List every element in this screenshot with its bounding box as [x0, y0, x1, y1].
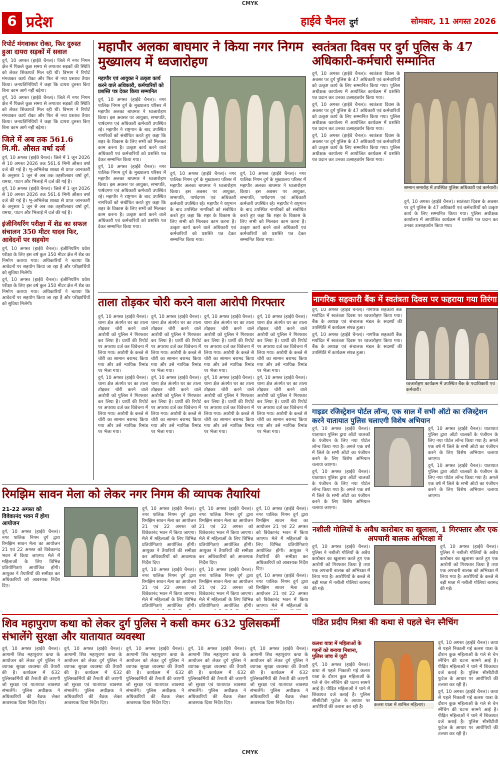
story-mayor-flag-hoisting: [98, 40, 308, 288]
article-body: दुर्ग, 10 अगस्त (हाईवे चैनल)। कथा से पहले निकाली गई कलश यात्रा के दौरान कुछ महिलाओं के गले से चेन स्नैचिंग की घटना सामने आई है। पीड़ित महिलाओं ने थाने में शिकायत दर्ज कराई है। पुलिस सीसीटीवी फुटेज के आधार पर आरोपियों की तलाश कर रही है।: [312, 662, 370, 710]
article-body: दुर्ग, 10 अगस्त (हाईवे चैनल)। पुलिस ने नशीली गोलियों के अवैध कारोबार का खुलासा करते हुए एक आरोपी को गिरफ्तार किया है तथा एक अपचारी बालक को अभिरक्षा में लिया गया है। आरोपियों के कब्जे से बड़ी मात्रा में नशीली गोलियां बरामद की गईं।: [440, 545, 498, 592]
article-body: दुर्ग, 10 अगस्त (हाईवे चैनल)। इंजीनियरिंग प्रवेश परीक्षा के लिए इस वर्ष कुल 350 मीटर क्षेत्र में शेड का निर्माण कराया गया। अधिकारियों ने बताया कि आवेदनों पर सहयोग किया जा रहा है और परीक्षार्थियों को सुविधा मिलेगी। दुर्ग, 10 अगस्त (हाईवे चैनल)। इंजीनियरिंग प्रवेश परीक्षा के लिए इस वर्ष कुल 350 मीटर क्षेत्र में शेड का निर्माण कराया गया। अधिकारियों ने बताया कि आवेदनों पर सहयोग किया जा रहा है और परीक्षार्थियों को सुविधा मिलेगी।: [2, 247, 90, 307]
article-body: दुर्ग, 10 अगस्त (हाईवे चैनल)। आगामी शिव महापुराण कथा के आयोजन को लेकर दुर्ग पुलिस ने व्यापक सुरक्षा व्यवस्था की तैयारी की है। कार्यक्रम में 632 पुलिसकर्मियों की तैनाती की जाएगी जो सुरक्षा एवं यातायात व्यवस्था संभालेंगे। पुलिस अधीक्षक ने अधिकारियों की बैठक लेकर आवश्यक दिशा निर्देश दिए।: [126, 647, 184, 706]
headline: रिपोर्ट मंगवाकर रोका, फिर दुरुस्त हुआ दायरा सड़कों में सवाल: [2, 40, 81, 56]
headline: नागरिक सहकारी बैंक में स्वतंत्रता दिवस पर फहराया गया तिरंगा: [313, 294, 497, 304]
headline: इंजीनियरिंग परीक्षा में शेड का सफल संचालन 350 मीटर यादव फिर, आवेदनों पर सहयोग: [2, 220, 87, 244]
story-road-report: [2, 40, 94, 480]
article-body: दुर्ग, 10 अगस्त (हाईवे चैनल)। नगर पालिक निगम दुर्ग द्वारा रिमझिम सावन मेला का आयोजन 21 एवं 22 अगस्त को विवेकानंद भवन में किया जाएगा। मेले में महिलाओं के लिए विभिन्न प्रतियोगिताएं आयोजित होंगी। आयुक्त ने तैयारियों की समीक्षा कर अधिकारियों को आवश्यक निर्देश दिए। दुर्ग, 10 अगस्त (हाईवे चैनल)। नगर पालिक निगम दुर्ग द्वारा रिमझिम सावन मेला का आयोजन 21 एवं 22 अगस्त को विवेकानंद भवन में किया जाएगा। मेले में महिलाओं के: [256, 507, 308, 609]
article-body: दुर्ग, 10 अगस्त (हाईवे चैनल)। नगर पालिक निगम दुर्ग द्वारा रिमझिम सावन मेला का आयोजन 21 एवं 22 अगस्त को विवेकानंद भवन में किया जाएगा। मेले में महिलाओं के लिए विभिन्न प्रतियोगिताएं आयोजित होंगी। आयुक्त ने तैयारियों की समीक्षा कर अधिकारियों को आवश्यक निर्देश दिए। दुर्ग, 10 अगस्त (हाईवे चैनल)। नगर पालिक निगम दुर्ग द्वारा रिमझिम सावन मेला का आयोजन 21 एवं 22 अगस्त को विवेकानंद भवन में किया जाएगा। मेले में महिलाओं के लिए विभिन्न प्रतियोगिताएं आयोजित होंगी।: [199, 507, 253, 609]
article-body: दुर्ग, 10 अगस्त (हाईवे चैनल)। आगामी शिव महापुराण कथा के आयोजन को लेकर दुर्ग पुलिस ने व्यापक सुरक्षा व्यवस्था की तैयारी की है। कार्यक्रम में 632 पुलिसकर्मियों की तैनाती की जाएगी जो सुरक्षा एवं यातायात व्यवस्था संभालेंगे। पुलिस अधीक्षक ने अधिकारियों की बैठक लेकर आवश्यक दिशा निर्देश दिए।: [64, 647, 122, 706]
newspaper-brand: [301, 14, 358, 29]
article-body: दुर्ग, 10 अगस्त (हाईवे चैनल)। नगर पालिक निगम दुर्ग द्वारा रिमझिम सावन मेला का आयोजन 21 एवं 22 अगस्त को विवेकानंद भवन में किया जाएगा। मेले में महिलाओं के लिए विभिन्न प्रतियोगिताएं आयोजित होंगी। आयुक्त ने तैयारियों की समीक्षा कर अधिकारियों को आवश्यक निर्देश दिए। दुर्ग, 10 अगस्त (हाईवे चैनल)। नगर पालिक निगम दुर्ग द्वारा रिमझिम सावन मेला का आयोजन 21 एवं 22 अगस्त को विवेकानंद भवन में किया जाएगा। मेले में महिलाओं के लिए विभिन्न प्रतियोगिताएं आयोजित होंगी।: [142, 507, 196, 609]
article-body: दुर्ग, 10 अगस्त (हाईवे चैनल)। जिले में नगर निगम क्षेत्र में पिछले कुछ समय से लगातार सड़कों की स्थिति को लेकर शिकायतें मिल रही थीं। विभाग ने रिपोर्ट मंगवाकर कार्य रोका और फिर से नया प्रस्ताव तैयार किया। जनप्रतिनिधियों ने कहा कि दायरा दुरुस्त किए बिना काम आगे नहीं बढ़ेगा। दुर्ग, 10 अगस्त (हाईवे चैनल)। जिले में नगर निगम क्षेत्र में पिछले कुछ समय से लगातार सड़कों की स्थिति को लेकर शिकायतें मिल रही थीं। विभाग ने रिपोर्ट मंगवाकर कार्य रोका और फिर से नया प्रस्ताव तैयार किया। जनप्रतिनिधियों ने कहा कि दायरा दुरुस्त किए बिना काम आगे नहीं बढ़ेगा।: [2, 59, 90, 131]
story-drug-tablets: [312, 522, 498, 610]
kalash-yatra-photo: [374, 641, 434, 701]
article-body: दुर्ग, 10 अगस्त (हाईवे चैनल)। नगर पालिक निगम दुर्ग द्वारा रिमझिम सावन मेला का आयोजन 21 एवं 22 अगस्त को विवेकानंद भवन में किया जाएगा। मेले में महिलाओं के लिए विभिन्न प्रतियोगिताएं आयोजित होंगी। आयुक्त ने तैयारियों की समीक्षा कर अधिकारियों को आवश्यक निर्देश दिए।: [2, 530, 60, 589]
deck: महापौर एवं आयुक्त ने उत्कृष्ट कार्य करने वाले अधिकारी, कर्मचारियों को प्रशस्ति पत्र देकर किया सम्मानित: [98, 76, 164, 95]
meeting-photo: [64, 507, 138, 577]
article-body: दुर्ग, 10 अगस्त (हाईवे चैनल)। थाना क्षेत्र अंतर्गत घर का ताला तोड़कर चोरी करने वाले आरोपी को पुलिस ने गिरफ्तार कर लिया है। प्रार्थी की रिपोर्ट पर अपराध दर्ज कर विवेचना में लिया गया। आरोपी के कब्जे से चोरी का सामान बरामद किया गया और उसे न्यायिक रिमांड पर भेजा गया। दुर्ग, 10 अगस्त (हाईवे चैनल)। थाना क्षेत्र अंतर्गत घर का ताला तोड़कर चोरी करने वाले आरोपी को पुलिस ने गिरफ्तार कर लिया है। प्रार्थी की रिपोर्ट पर अपराध दर्ज कर विवेचना में लिया गया। आरोपी के कब्जे से चोरी का सामान बरामद किया गया और उसे न्यायिक रिमांड पर भेजा गया।: [204, 315, 254, 435]
event-photo: [170, 76, 306, 168]
article-body: दुर्ग, 10 अगस्त (हाईवे चैनल)। कथा से पहले निकाली गई कलश यात्रा के दौरान कुछ महिलाओं के गले से चेन स्नैचिंग की घटना सामने आई है। पीड़ित महिलाओं ने थाने में शिकायत दर्ज कराई है। पुलिस सीसीटीवी फुटेज के आधार पर आरोपियों की तलाश कर रही है। दुर्ग, 10 अगस्त (हाईवे चैनल)। कथा से पहले निकाली गई कलश यात्रा के दौरान कुछ महिलाओं के गले से चेन स्नैचिंग की घटना सामने आई है। पीड़ित महिलाओं ने थाने में शिकायत दर्ज कराई है। पुलिस सीसीटीवी फुटेज के आधार पर आरोपियों की तलाश कर रही है।: [438, 641, 498, 737]
photo-caption: कलश यात्रा में शामिल महिलाएं।: [374, 703, 434, 709]
brand-city: दुर्ग: [349, 17, 358, 27]
article-body: दुर्ग, 10 अगस्त (हाईवे चैनल)। स्वतंत्रता दिवस के अवसर पर दुर्ग पुलिस के 47 अधिकारी एवं कर्मचारियों को उत्कृष्ट कार्य के लिए सम्मानित किया गया। पुलिस अधीक्षक कार्यालय में आयोजित कार्यक्रम में प्रशस्ति पत्र प्रदान कर उनका उत्साहवर्धन किया गया। दुर्ग, 10 अगस्त (हाईवे चैनल)। स्वतंत्रता दिवस के अवसर पर दुर्ग पुलिस के 47 अधिकारी एवं कर्मचारियों को उत्कृष्ट कार्य के लिए सम्मानित किया गया। पुलिस अधीक्षक कार्यालय में आयोजित कार्यक्रम में प्रशस्ति पत्र प्रदान कर उनका उत्साहवर्धन किया गया। दुर्ग, 10 अगस्त (हाईवे चैनल)। स्वतंत्रता दिवस के अवसर पर दुर्ग पुलिस के 47 अधिकारी एवं कर्मचारियों को उत्कृष्ट कार्य के लिए सम्मानित किया गया। पुलिस अधीक्षक कार्यालय में आयोजित कार्यक्रम में प्रशस्ति पत्र प्रदान कर उनका उत्साहवर्धन किया गया।: [312, 72, 400, 163]
story-bank-flag: [312, 308, 498, 400]
article-body: दुर्ग, 10 अगस्त (हाईवे चैनल)। आगामी शिव महापुराण कथा के आयोजन को लेकर दुर्ग पुलिस ने व्यापक सुरक्षा व्यवस्था की तैयारी की है। कार्यक्रम में 632 पुलिसकर्मियों की तैनाती की जाएगी जो सुरक्षा एवं यातायात व्यवस्था संभालेंगे। पुलिस अधीक्षक ने अधिकारियों की बैठक लेकर आवश्यक दिशा निर्देश दिए।: [250, 647, 308, 706]
page-header: [2, 12, 498, 34]
arrest-photo: [374, 545, 436, 605]
print-registration-mark: CMYK: [241, 750, 259, 756]
article-body: दुर्ग, 10 अगस्त (हाईवे चैनल)। थाना क्षेत्र अंतर्गत घर का ताला तोड़कर चोरी करने वाले आरोपी को पुलिस ने गिरफ्तार कर लिया है। प्रार्थी की रिपोर्ट पर अपराध दर्ज कर विवेचना में लिया गया। आरोपी के कब्जे से चोरी का सामान बरामद किया गया और उसे न्यायिक रिमांड पर भेजा गया। दुर्ग, 10 अगस्त (हाईवे चैनल)। थाना क्षेत्र अंतर्गत घर का ताला तोड़कर चोरी करने वाले आरोपी को पुलिस ने गिरफ्तार कर लिया है। प्रार्थी की रिपोर्ट पर अपराध दर्ज कर विवेचना में लिया गया। आरोपी के कब्जे से चोरी का सामान बरामद किया गया और उसे न्यायिक रिमांड पर भेजा गया।: [257, 315, 307, 435]
police-group-photo: [404, 72, 498, 184]
print-registration-mark: CMYK: [241, 1, 259, 7]
portrait-photo: [374, 427, 424, 487]
article-body: दुर्ग, 10 अगस्त (हाईवे चैनल)। पुलिस ने नशीली गोलियों के अवैध कारोबार का खुलासा करते हुए एक आरोपी को गिरफ्तार किया है तथा एक अपचारी बालक को अभिरक्षा में लिया गया है। आरोपियों के कब्जे से बड़ी मात्रा में नशीली गोलियां बरामद की गईं।: [312, 545, 370, 592]
photo-caption: सम्मान समारोह में उपस्थित पुलिस अधिकारी एवं कर्मचारी।: [404, 186, 498, 191]
headline: गाइडर रजिस्ट्रेशन पोर्टल लॉन्च, एक साल में सभी ऑटो का रजिस्ट्रेशन करने यातायात पुलिस चलाएगी विशेष अभियान: [312, 407, 488, 425]
headline: महापौर अलका बाघमार ने किया नगर निगम मुख्यालय में ध्वजारोहण: [98, 40, 304, 70]
section-title: प्रदेश: [26, 13, 53, 31]
article-body: दुर्ग, 10 अगस्त (हाईवे चैनल)। थाना क्षेत्र अंतर्गत घर का ताला तोड़कर चोरी करने वाले आरोपी को पुलिस ने गिरफ्तार कर लिया है। प्रार्थी की रिपोर्ट पर अपराध दर्ज कर विवेचना में लिया गया। आरोपी के कब्जे से चोरी का सामान बरामद किया गया और उसे न्यायिक रिमांड पर भेजा गया। दुर्ग, 10 अगस्त (हाईवे चैनल)। थाना क्षेत्र अंतर्गत घर का ताला तोड़कर चोरी करने वाले आरोपी को पुलिस ने गिरफ्तार कर लिया है। प्रार्थी की रिपोर्ट पर अपराध दर्ज कर विवेचना में लिया गया। आरोपी के कब्जे से चोरी का सामान बरामद किया गया और उसे न्यायिक रिमांड पर भेजा गया।: [98, 315, 148, 435]
story-sawan-mela: [2, 484, 308, 610]
article-body: दुर्ग, 10 अगस्त (हाईवे चैनल)। नगर पालिक निगम दुर्ग के मुख्यालय परिसर में महापौर अलका बाघमार ने ध्वजारोहण किया। इस अवसर पर आयुक्त, सभापति, पार्षदगण एवं अधिकारी कर्मचारी उपस्थित रहे। महापौर ने राष्ट्रगान के बाद उपस्थित नागरिकों को संबोधित करते हुए कहा कि शहर के विकास के लिए सभी को मिलकर काम करना है। उत्कृष्ट कार्य करने वाले अधिकारी एवं कर्मचारियों को प्रशस्ति पत्र देकर सम्मानित किया गया।: [170, 172, 236, 243]
brand-name: हाईवे चैनल: [300, 15, 346, 28]
headline: ताला तोड़कर चोरी करने वाला आरोपी गिरफ्तार: [98, 296, 285, 309]
article-body: दुर्ग, 10 अगस्त (हाईवे चैनल)। थाना क्षेत्र अंतर्गत घर का ताला तोड़कर चोरी करने वाले आरोपी को पुलिस ने गिरफ्तार कर लिया है। प्रार्थी की रिपोर्ट पर अपराध दर्ज कर विवेचना में लिया गया। आरोपी के कब्जे से चोरी का सामान बरामद किया गया और उसे न्यायिक रिमांड पर भेजा गया। दुर्ग, 10 अगस्त (हाईवे चैनल)। थाना क्षेत्र अंतर्गत घर का ताला तोड़कर चोरी करने वाले आरोपी को पुलिस ने गिरफ्तार कर लिया है। प्रार्थी की रिपोर्ट पर अपराध दर्ज कर विवेचना में लिया गया। आरोपी के कब्जे से चोरी का सामान बरामद किया गया और उसे न्यायिक रिमांड पर भेजा गया।: [151, 315, 201, 435]
headline: पंडित प्रदीप मिश्रा की कथा से पहले चेन स्नैचिंग: [312, 618, 459, 628]
photo-caption: ध्वजारोहण कार्यक्रम में उपस्थित बैंक के पदाधिकारी एवं कर्मचारी।: [406, 382, 498, 394]
article-body: दुर्ग, 10 अगस्त (हाईवे चैनल)। यातायात पुलिस द्वारा ऑटो चालकों के पंजीयन के लिए नया पोर्टल लॉन्च किया गया है। अगले एक वर्ष में जिले के सभी ऑटो का पंजीयन करने के लिए विशेष अभियान चलाया जाएगा। दुर्ग, 10 अगस्त (हाईवे चैनल)। यातायात पुलिस द्वारा ऑटो चालकों के पंजीयन के लिए नया पोर्टल लॉन्च किया गया है। अगले एक वर्ष में जिले के सभी ऑटो का पंजीयन करने के लिए विशेष अभियान चलाया जाएगा।: [312, 427, 370, 511]
story-chain-snatching: [312, 614, 498, 748]
article-body: दुर्ग, 10 अगस्त (हाईवे चैनल)। आगामी शिव महापुराण कथा के आयोजन को लेकर दुर्ग पुलिस ने व्यापक सुरक्षा व्यवस्था की तैयारी की है। कार्यक्रम में 632 पुलिसकर्मियों की तैनाती की जाएगी जो सुरक्षा एवं यातायात व्यवस्था संभालेंगे। पुलिस अधीक्षक ने अधिकारियों की बैठक लेकर आवश्यक दिशा निर्देश दिए।: [2, 647, 60, 706]
article-body: दुर्ग, 10 अगस्त (हाईवे चैनल)। नागरिक सहकारी बैंक मर्यादित में स्वतंत्रता दिवस पर ध्वजारोहण किया गया। बैंक के अध्यक्ष एवं संचालक मंडल के सदस्यों की उपस्थिति में कार्यक्रम संपन्न हुआ। दुर्ग, 10 अगस्त (हाईवे चैनल)। नागरिक सहकारी बैंक मर्यादित में स्वतंत्रता दिवस पर ध्वजारोहण किया गया। बैंक के अध्यक्ष एवं संचालक मंडल के सदस्यों की उपस्थिति में कार्यक्रम संपन्न हुआ।: [312, 308, 402, 356]
article-body: दुर्ग, 10 अगस्त (हाईवे चैनल)। नगर पालिक निगम दुर्ग के मुख्यालय परिसर में महापौर अलका बाघमार ने ध्वजारोहण किया। इस अवसर पर आयुक्त, सभापति, पार्षदगण एवं अधिकारी कर्मचारी उपस्थित रहे। महापौर ने राष्ट्रगान के बाद उपस्थित नागरिकों को संबोधित करते हुए कहा कि शहर के विकास के लिए सभी को मिलकर काम करना है। उत्कृष्ट कार्य करने वाले अधिकारी एवं कर्मचारियों को प्रशस्ति पत्र देकर सम्मानित किया गया। दुर्ग, 10 अगस्त (हाईवे चैनल)। नगर पालिक निगम दुर्ग के मुख्यालय परिसर में महापौर अलका बाघमार ने ध्वजारोहण किया। इस अवसर पर आयुक्त, सभापति, पार्षदगण एवं अधिकारी कर्मचारी उपस्थित रहे। महापौर ने राष्ट्रगान के बाद उपस्थित नागरिकों को संबोधित करते हुए कहा कि शहर के विकास के लिए सभी को मिलकर काम करना है। उत्कृष्ट कार्य करने वाले अधिकारी एवं कर्मचारियों को प्रशस्ति पत्र देकर सम्मानित किया गया।: [98, 97, 166, 230]
headline: जिले में अब तक 561.6 मि.मी. औसत वर्षा दर्ज: [2, 135, 74, 153]
article-body: दुर्ग, 10 अगस्त (हाईवे चैनल)। जिले में 1 जून 2026 से 10 अगस्त 2026 तक 561.6 मिमी औसत वर्षा दर्ज की गई है। भू-अभिलेख शाखा से प्राप्त जानकारी के अनुसार 1 जून से अब तक तहसीलवार वर्षा दुर्ग, धमधा, पाटन और भिलाई में दर्ज की गई है। दुर्ग, 10 अगस्त (हाईवे चैनल)। जिले में 1 जून 2026 से 10 अगस्त 2026 तक 561.6 मिमी औसत वर्षा दर्ज की गई है। भू-अभिलेख शाखा से प्राप्त जानकारी के अनुसार 1 जून से अब तक तहसीलवार वर्षा दुर्ग, धमधा, पाटन और भिलाई में दर्ज की गई है।: [2, 156, 90, 216]
issue-date: सोमवार, 11 अगस्त 2026: [410, 17, 496, 26]
deck: कलश यात्रा में महिलाओं के गहनों को बनाया निशाना, पुलिस जांच में जुटी: [312, 641, 362, 660]
article-body: दुर्ग, 10 अगस्त (हाईवे चैनल)। आगामी शिव महापुराण कथा के आयोजन को लेकर दुर्ग पुलिस ने व्यापक सुरक्षा व्यवस्था की तैयारी की है। कार्यक्रम में 632 पुलिसकर्मियों की तैनाती की जाएगी जो सुरक्षा एवं यातायात व्यवस्था संभालेंगे। पुलिस अधीक्षक ने अधिकारियों की बैठक लेकर आवश्यक दिशा निर्देश दिए।: [188, 647, 246, 706]
article-body: दुर्ग, 10 अगस्त (हाईवे चैनल)। यातायात पुलिस द्वारा ऑटो चालकों के पंजीयन के लिए नया पोर्टल लॉन्च किया गया है। अगले एक वर्ष में जिले के सभी ऑटो का पंजीयन करने के लिए विशेष अभियान चलाया जाएगा। दुर्ग, 10 अगस्त (हाईवे चैनल)। यातायात पुलिस द्वारा ऑटो चालकों के पंजीयन के लिए नया पोर्टल लॉन्च किया गया है। अगले एक वर्ष में जिले के सभी ऑटो का पंजीयन करने के लिए विशेष अभियान चलाया जाएगा।: [428, 427, 498, 499]
headline: नशीली गोलियों के अवैध कारोबार का खुलासा, 1 गिरफ्तार और एक अपचारी बालक अभिरक्षा में: [312, 525, 498, 543]
headline: शिव महापुराण कथा को लेकर दुर्ग पुलिस ने कसी कमर 632 पुलिसकर्मी संभालेंगे सुरक्षा और यातायात व्यवस्था: [2, 618, 280, 643]
article-body: दुर्ग, 10 अगस्त (हाईवे चैनल)। स्वतंत्रता दिवस के अवसर पर दुर्ग पुलिस के 47 अधिकारी एवं कर्मचारियों को उत्कृष्ट कार्य के लिए सम्मानित किया गया। पुलिस अधीक्षक कार्यालय में आयोजित कार्यक्रम में प्रशस्ति पत्र प्रदान कर उनका उत्साहवर्धन किया गया।: [404, 200, 498, 229]
deck: 21-22 अगस्त को विवेकानंद भवन में होगा आयोजन: [2, 507, 50, 527]
headline: स्वतंत्रता दिवस पर दुर्ग पुलिस के 47 अधिकारी-कर्मचारी सम्मानित: [312, 40, 474, 68]
bank-event-photo: [406, 308, 498, 380]
story-auto-registration: [312, 404, 498, 520]
story-theft-arrest: [98, 292, 308, 480]
article-body: दुर्ग, 10 अगस्त (हाईवे चैनल)। नगर पालिक निगम दुर्ग के मुख्यालय परिसर में महापौर अलका बाघमार ने ध्वजारोहण किया। इस अवसर पर आयुक्त, सभापति, पार्षदगण एवं अधिकारी कर्मचारी उपस्थित रहे। महापौर ने राष्ट्रगान के बाद उपस्थित नागरिकों को संबोधित करते हुए कहा कि शहर के विकास के लिए सभी को मिलकर काम करना है। उत्कृष्ट कार्य करने वाले अधिकारी एवं कर्मचारियों को प्रशस्ति पत्र देकर सम्मानित किया गया।: [240, 172, 306, 243]
headline: रिमझिम सावन मेला को लेकर नगर निगम की व्यापक तैयारियां: [2, 487, 261, 501]
story-shiv-mahapuran-security: [2, 614, 308, 748]
story-police-honored: [312, 40, 498, 288]
page-number: 6: [2, 12, 22, 32]
